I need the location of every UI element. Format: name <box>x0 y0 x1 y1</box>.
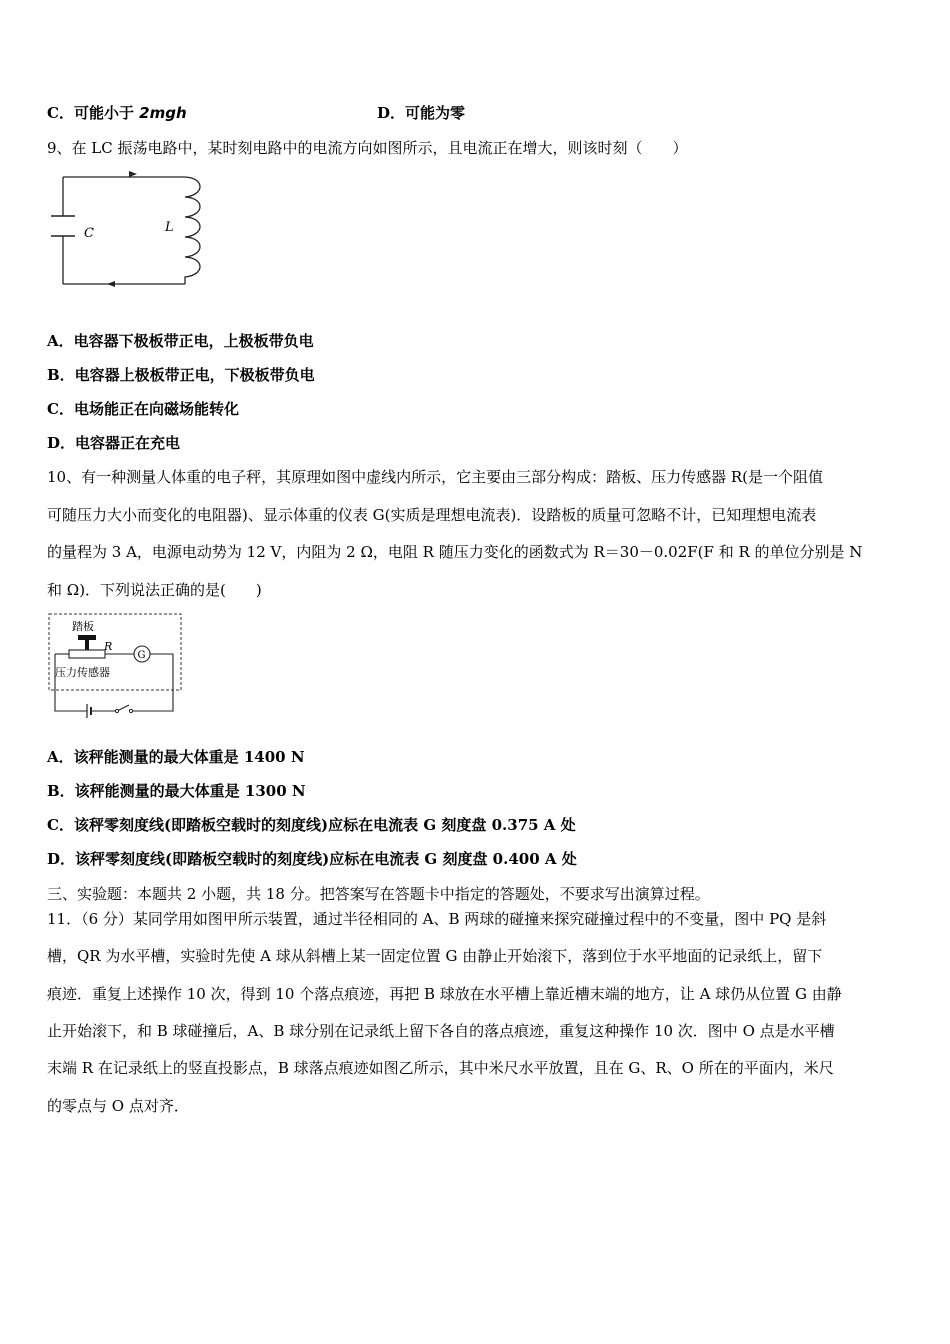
wire-left-loop <box>55 654 87 711</box>
q10-stem-line-3: 的量程为 3 A，电源电动势为 12 V，内阻为 2 Ω，电阻 R 随压力变化的函数式为 R＝30－0.02F(F 和 R 的单位分别是 N <box>47 543 863 561</box>
q8-option-c-math: 2mgh <box>139 104 187 122</box>
capacitor-label: C <box>84 226 94 241</box>
q9-option-c: C．电场能正在向磁场能转化 <box>47 400 239 418</box>
q10-option-a: A．该秤能测量的最大体重是 1400 N <box>47 748 305 766</box>
q9-option-b: B．电容器上极板带正电，下极板带负电 <box>47 366 315 384</box>
switch-pivot <box>115 709 118 712</box>
pedal-plate <box>78 635 96 640</box>
q8-option-c-label: C．可能小于 <box>47 104 140 122</box>
q8-option-d: D．可能为零 <box>377 104 466 122</box>
capacitor-plates <box>51 216 75 236</box>
inductor-label: L <box>165 220 174 235</box>
q10-option-d: D．该秤零刻度线(即踏板空载时的刻度线)应标在电流表 G 刻度盘 0.400 A 处 <box>47 850 577 868</box>
q10-stem-line-2: 可随压力大小而变化的电阻器)、显示体重的仪表 G(实质是理想电流表)．设踏板的质量可忽略不计，已知理想电流表 <box>47 506 817 524</box>
current-arrow-bottom <box>107 281 115 287</box>
q8-option-c <box>47 102 187 123</box>
resistor-label: R <box>104 640 113 653</box>
q11-line-3: 痕迹．重复上述操作 10 次，得到 10 个落点痕迹，再把 B 球放在水平槽上靠近槽末端的地方，让 A 球仍从位置 G 由静 <box>47 985 842 1003</box>
q11-line-1: 11．（6 分）某同学用如图甲所示装置，通过半径相同的 A、B 两球的碰撞来探究碰撞过程中的不变量，图中 PQ 是斜 <box>47 910 827 928</box>
wire-right-loop <box>131 654 173 711</box>
pedal-stem <box>85 640 89 650</box>
q10-stem-line-1: 10、有一种测量人体重的电子秤，其原理如图中虚线内所示，它主要由三部分构成：踏板、压力传感器 R(是一个阻值 <box>47 468 824 486</box>
q11-line-6: 的零点与 O 点对齐． <box>47 1097 189 1115</box>
section-3-heading: 三、实验题：本题共 2 小题，共 18 分。把答案写在答题卡中指定的答题处，不要求写出演算过程。 <box>47 885 710 903</box>
q11-line-2: 槽，QR 为水平槽，实验时先使 A 球从斜槽上某一固定位置 G 由静止开始滚下，落到位于水平地面的记录纸上，留下 <box>47 947 823 965</box>
q10-option-c: C．该秤零刻度线(即踏板空载时的刻度线)应标在电流表 G 刻度盘 0.375 A 处 <box>47 816 576 834</box>
switch-contact <box>129 709 132 712</box>
q9-stem: 9、在 LC 振荡电路中，某时刻电路中的电流方向如图所示，且电流正在增大，则该时刻（ ） <box>47 139 688 157</box>
q10-stem-line-4: 和 Ω)．下列说法正确的是( ) <box>47 581 262 599</box>
q9-option-d: D．电容器正在充电 <box>47 434 181 452</box>
q11-line-5: 末端 R 在记录纸上的竖直投影点，B 球落点痕迹如图乙所示，其中米尺水平放置，且在 G、R、O 所在的平面内，米尺 <box>47 1059 834 1077</box>
scale-circuit-figure <box>45 610 190 720</box>
pedal-label: 踏板 <box>72 620 94 633</box>
q10-option-b: B．该秤能测量的最大体重是 1300 N <box>47 782 306 800</box>
sensor-label: 压力传感器 <box>55 666 110 679</box>
galvanometer-label: G <box>137 650 146 661</box>
resistor-r <box>69 650 105 658</box>
q11-line-4: 止开始滚下，和 B 球碰撞后，A、B 球分别在记录纸上留下各自的落点痕迹，重复这种操作 10 次．图中 O 点是水平槽 <box>47 1022 835 1040</box>
inductor-coil <box>185 177 200 284</box>
lc-circuit-figure <box>45 168 205 293</box>
q9-option-a: A．电容器下极板带正电，上极板带负电 <box>47 332 314 350</box>
current-arrow-top <box>129 171 137 177</box>
